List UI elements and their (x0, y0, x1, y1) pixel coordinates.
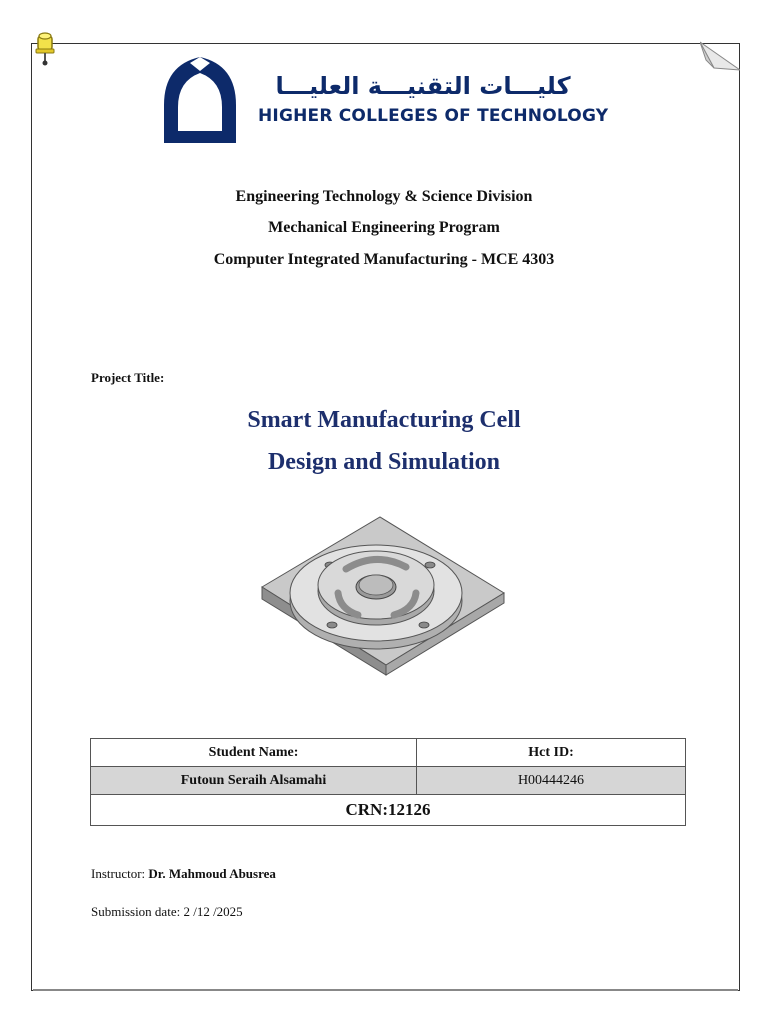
page-fold-icon (700, 40, 740, 72)
submission-label: Submission date: (91, 904, 181, 919)
submission-line (91, 904, 243, 920)
submission-date: 2 /12 /2025 (183, 904, 243, 919)
table-row (91, 767, 686, 795)
project-title-line-2: Design and Simulation (267, 449, 501, 475)
crn-value: CRN:12126 (91, 795, 686, 826)
student-name-value: Futoun Seraih Alsamahi (91, 767, 417, 795)
project-title-label: Project Title: (91, 370, 165, 385)
program-line: Mechanical Engineering Program (268, 219, 500, 236)
student-name-header: Student Name: (91, 739, 417, 767)
hct-id-value: H00444246 (417, 767, 686, 795)
course-line: Computer Integrated Manufacturing - MCE 4303 (213, 251, 555, 268)
project-title-line-1: Smart Manufacturing Cell (247, 407, 521, 433)
table-row (91, 739, 686, 767)
instructor-name: Dr. Mahmoud Abusrea (148, 866, 276, 881)
instructor-label: Instructor: (91, 866, 146, 881)
page-shadow (33, 989, 738, 991)
table-row (91, 795, 686, 826)
pushpin-icon[interactable] (34, 30, 56, 66)
hct-id-header: Hct ID: (417, 739, 686, 767)
student-info-table (90, 738, 686, 826)
machined-part-image (254, 505, 514, 710)
instructor-line (91, 866, 276, 882)
hct-logo-icon (160, 55, 240, 145)
college-name-arabic: كليـــات التقنيـــة العليـــا (275, 72, 571, 100)
college-name-english: HIGHER COLLEGES OF TECHNOLOGY (258, 106, 609, 126)
division-line: Engineering Technology & Science Division (235, 188, 533, 205)
